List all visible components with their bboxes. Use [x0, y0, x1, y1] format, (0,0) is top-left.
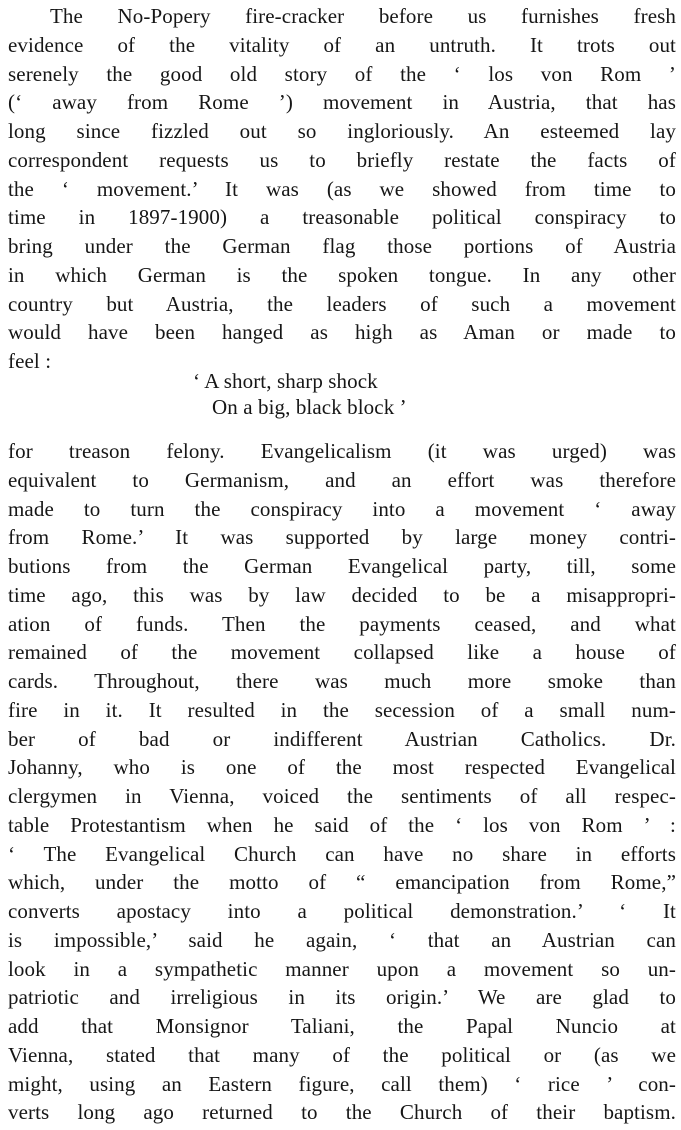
- text-line: which, under the motto of “ emancipation from Rome,”: [8, 870, 676, 895]
- text-line: fire in it. It resulted in the secession of a small num-: [8, 697, 676, 722]
- text-line: for treason felony. Evangelicalism (it was urged) was: [8, 439, 676, 463]
- text-line: patriotic and irreligious in its origin.’ We are glad to: [8, 985, 676, 1010]
- paragraph-1: [0, 2, 681, 376]
- text-line: time in 1897-1900) a treasonable political conspiracy to: [8, 205, 676, 230]
- text-line: table Protestantism when he said of the ‘ los von Rom ’ :: [8, 812, 676, 837]
- text-line: made to turn the conspiracy into a movement ‘ away: [8, 496, 676, 521]
- text-line: the ‘ movement.’ It was (as we showed from time to: [8, 176, 676, 201]
- text-line: would have been hanged as high as Aman or made to: [8, 320, 676, 345]
- verse-quote: [0, 368, 681, 420]
- text-line: clergymen in Vienna, voiced the sentiments of all respec-: [8, 784, 676, 808]
- text-line: serenely the good old story of the ‘ los von Rom ’: [8, 61, 676, 86]
- text-line: country but Austria, the leaders of such a movement: [8, 291, 676, 316]
- text-line: (‘ away from Rome ’) movement in Austria, that has: [8, 90, 676, 115]
- text-line: cards. Throughout, there was much more smoke than: [8, 669, 676, 693]
- text-line: ‘ The Evangelical Church can have no share in efforts: [8, 841, 676, 866]
- text-line: feel :: [8, 349, 52, 373]
- quote-line: On a big, black block ’: [212, 395, 407, 419]
- text-line: ber of bad or indifferent Austrian Catholics. Dr.: [8, 726, 676, 751]
- text-line: ation of funds. Then the payments ceased, and what: [8, 611, 676, 636]
- paragraph-2: [0, 437, 681, 1127]
- text-line: correspondent requests us to briefly restate the facts of: [8, 147, 676, 172]
- text-line: add that Monsignor Taliani, the Papal Nuncio at: [8, 1014, 676, 1038]
- text-line: Vienna, stated that many of the political or (as we: [8, 1042, 676, 1067]
- text-line: remained of the movement collapsed like a house of: [8, 640, 676, 665]
- text-line: Johanny, who is one of the most respected Evangelical: [8, 755, 676, 780]
- text-line: butions from the German Evangelical party, till, some: [8, 554, 676, 578]
- text-line: is impossible,’ said he again, ‘ that an Austrian can: [8, 927, 676, 952]
- text-line: time ago, this was by law decided to be a misappropri-: [8, 582, 676, 607]
- text-line: in which German is the spoken tongue. In any other: [8, 262, 676, 287]
- text-line: equivalent to Germanism, and an effort was therefore: [8, 467, 676, 492]
- text-line: The No-Popery fire-cracker before us furnishes fresh: [50, 4, 676, 28]
- text-line: converts apostacy into a political demonstration.’ ‘ It: [8, 899, 676, 923]
- text-line: evidence of the vitality of an untruth. It trots out: [8, 32, 676, 57]
- quote-line: ‘ A short, sharp shock: [193, 369, 378, 393]
- text-line: look in a sympathetic manner upon a movement so un-: [8, 956, 676, 981]
- text-line: bring under the German flag those portions of Austria: [8, 234, 676, 258]
- text-line: from Rome.’ It was supported by large money contri-: [8, 525, 676, 550]
- text-line: verts long ago returned to the Church of their baptism.: [8, 1100, 676, 1125]
- text-line: long since fizzled out so ingloriously. An esteemed lay: [8, 119, 676, 143]
- text-line: might, using an Eastern figure, call them) ‘ rice ’ con-: [8, 1071, 676, 1096]
